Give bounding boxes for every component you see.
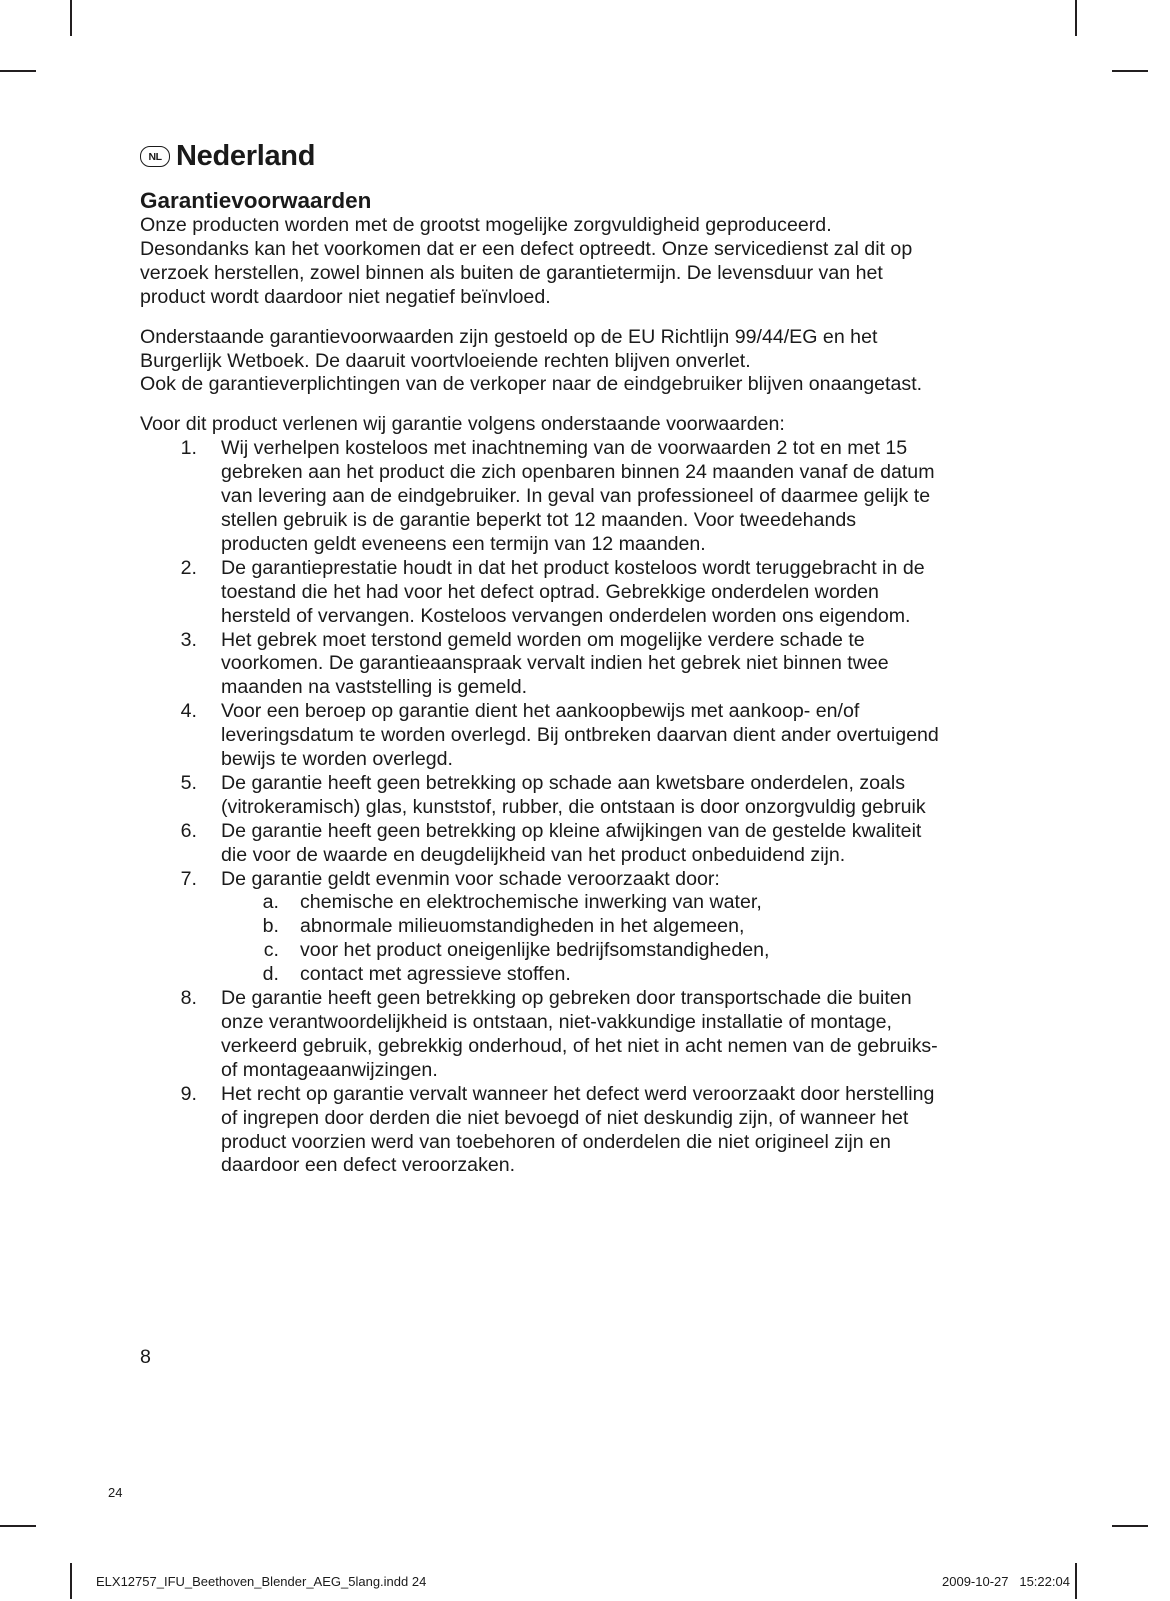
sublist-text: abnormale milieuomstandigheden in het algemeen, <box>300 915 745 938</box>
condition-number: 3. <box>180 628 197 651</box>
page-number: 8 <box>140 1346 151 1368</box>
sublist-text: contact met agressieve stoffen. <box>300 963 571 986</box>
warranty-section <box>140 188 940 1178</box>
condition-item <box>140 1083 940 1179</box>
sublist-item <box>221 939 940 963</box>
condition-text: De garantie heeft geen betrekking op kleine afwijkingen van de gestelde kwaliteit die voor de waarde en deugdelijkheid van het product onbeduidend zijn. <box>221 819 922 866</box>
language-badge-icon: NL <box>140 146 170 167</box>
condition-text: De garantieprestatie houdt in dat het product kosteloos wordt teruggebracht in de toestand die het had voor het defect optrad. Gebrekkige onderdelen worden hersteld of vervangen. Kosteloos vervangen onderdelen worden ons eigendom. <box>221 556 925 627</box>
condition-number: 1. <box>180 437 197 460</box>
conditions-list <box>140 437 940 1178</box>
sublist-text: chemische en elektrochemische inwerking van water, <box>300 891 762 914</box>
crop-mark <box>0 1525 36 1527</box>
condition-number: 4. <box>180 700 197 723</box>
condition-item <box>140 868 940 988</box>
slug-timestamp: 2009-10-27 15:22:04 <box>942 1574 1070 1589</box>
condition-number: 5. <box>180 771 197 794</box>
conditions-intro: Voor dit product verlenen wij garantie volgens onderstaande voorwaarden: <box>140 413 785 436</box>
language-heading <box>140 140 315 173</box>
sublist-letter: a. <box>262 891 279 914</box>
condition-item <box>140 820 940 868</box>
sublist-letter: c. <box>263 939 279 962</box>
condition-text: De garantie heeft geen betrekking op gebreken door transportschade die buiten onze verantwoordelijkheid is ontstaan, niet-vakkundige installatie of montage, verkeerd gebruik, gebrekkig onderhoud, of het niet in acht nemen van de gebruiks- of montageaanwijzingen. <box>221 987 938 1081</box>
seller-obligations-paragraph: Ook de garantieverplichtingen van de verkoper naar de eindgebruiker blijven onaangetast. <box>140 373 923 396</box>
section-title: Garantievoorwaarden <box>140 188 372 213</box>
condition-text: Voor een beroep op garantie dient het aankoopbewijs met aankoop- en/of leveringsdatum te worden overlegd. Bij ontbreken daarvan dient ander overtuigend bewijs te worden overlegd. <box>221 700 939 771</box>
condition-number: 6. <box>180 819 197 842</box>
sublist-item <box>221 915 940 939</box>
condition-text: De garantie geldt evenmin voor schade veroorzaakt door: <box>221 867 720 890</box>
sublist-letter: d. <box>262 963 279 986</box>
sublist-text: voor het product oneigenlijke bedrijfsomstandigheden, <box>300 939 770 962</box>
intro-paragraph: Onze producten worden met de grootst mogelijke zorgvuldigheid geproduceerd. Desondanks kan het voorkomen dat er een defect optreedt. Onze servicedienst zal dit op verzoek herstellen, zowel binnen als buiten de garantietermijn. De levensduur van het product wordt daardoor niet negatief beïnvloed. <box>140 214 913 308</box>
condition-number: 9. <box>180 1082 197 1105</box>
language-title: Nederland <box>176 140 316 172</box>
crop-mark <box>1112 70 1148 72</box>
condition-item <box>140 772 940 820</box>
crop-mark <box>0 70 36 72</box>
condition-text: Wij verhelpen kosteloos met inachtneming van de voorwaarden 2 tot en met 15 gebreken aan het product die zich openbaren binnen 24 maanden vanaf de datum van levering aan de eindgebruiker. In geval van professioneel of daarmee gelijk te stellen gebruik is de garantie beperkt tot 12 maanden. Voor tweedehands producten geldt eveneens een termijn van 12 maanden. <box>221 437 935 555</box>
slug-filename: ELX12757_IFU_Beethoven_Blender_AEG_5lang.indd 24 <box>96 1574 427 1589</box>
sheet-number: 24 <box>108 1485 123 1500</box>
condition-text: De garantie heeft geen betrekking op schade aan kwetsbare onderdelen, zoals (vitrokeramisch) glas, kunststof, rubber, die ontstaan is door onzorgvuldig gebruik <box>221 771 926 818</box>
sublist-item <box>221 963 940 987</box>
condition-text: Het recht op garantie vervalt wanneer het defect werd veroorzaakt door herstelling of ingrepen door derden die niet bevoegd of niet deskundig zijn, of wanneer het product voorzien werd van toebehoren of onderdelen die niet origineel zijn en daardoor een defect veroorzaken. <box>221 1082 935 1177</box>
condition-number: 2. <box>180 556 197 579</box>
crop-mark <box>1075 1563 1077 1599</box>
condition-item <box>140 629 940 701</box>
legal-basis-paragraph: Onderstaande garantievoorwaarden zijn gestoeld op de EU Richtlijn 99/44/EG en het Burgerlijk Wetboek. De daaruit voortvloeiende rechten blijven onverlet. <box>140 325 878 372</box>
crop-mark <box>70 1563 72 1599</box>
condition-item <box>140 557 940 629</box>
condition-number: 8. <box>180 987 197 1010</box>
condition-number: 7. <box>180 867 197 890</box>
crop-mark <box>1075 0 1077 36</box>
exclusion-sublist <box>221 891 940 987</box>
crop-mark <box>1112 1525 1148 1527</box>
sublist-item <box>221 891 940 915</box>
condition-item <box>140 987 940 1083</box>
sublist-letter: b. <box>262 915 279 938</box>
condition-item <box>140 437 940 557</box>
condition-item <box>140 700 940 772</box>
condition-text: Het gebrek moet terstond gemeld worden om mogelijke verdere schade te voorkomen. De garantieaanspraak vervalt indien het gebrek niet binnen twee maanden na vaststelling is gemeld. <box>221 628 889 699</box>
crop-mark <box>70 0 72 36</box>
